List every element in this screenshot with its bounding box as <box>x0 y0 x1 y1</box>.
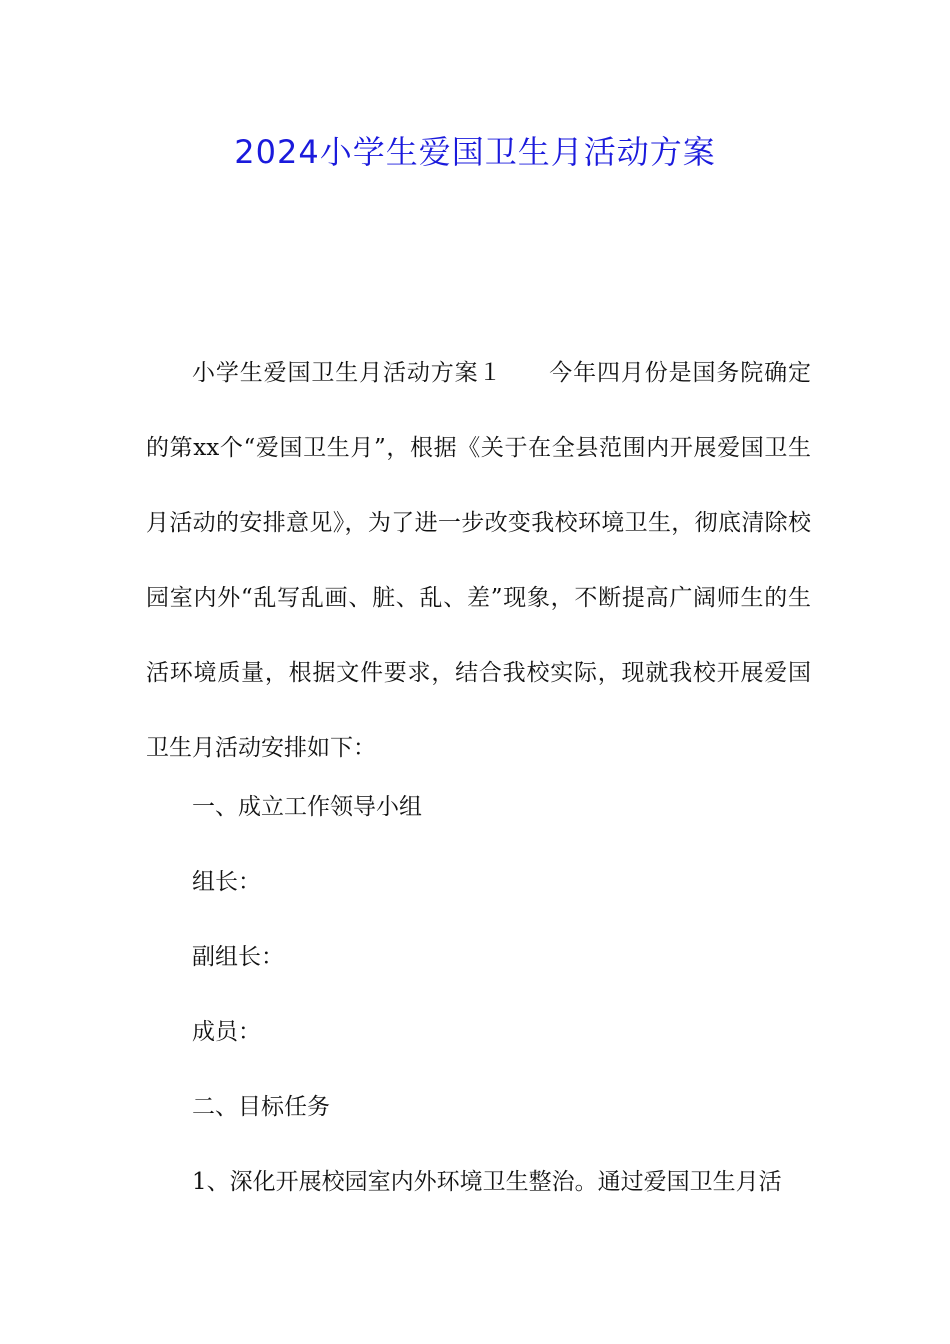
section-1-heading: 一、成立工作领导小组 <box>192 794 422 820</box>
intro-heading: 小学生爱国卫生月活动方案１ <box>192 360 503 386</box>
leader-label: 组长： <box>192 869 261 895</box>
deputy-leader-label: 副组长： <box>192 944 284 970</box>
section-2-heading: 二、目标任务 <box>192 1094 330 1120</box>
intro-paragraph <box>146 336 811 786</box>
intro-body: 今年四月份是国务院确定的第xx个“爱国卫生月”，根据《关于在全县范围内开展爱国卫生月活动的安排意见》，为了进一步改变我校环境卫生，彻底清除校园室内外“乱写乱画、脏、乱、差”现象，不断提高广阔师生的生活环境质量，根据文件要求，结合我校实际，现就我校开展爱国卫生月活动安排如下： <box>146 360 811 761</box>
task-item-1: 1、深化开展校园室内外环境卫生整治。通过爱国卫生月活 <box>192 1169 782 1195</box>
members-label: 成员： <box>192 1019 261 1045</box>
document-title: 2024小学生爱国卫生月活动方案 <box>234 133 716 171</box>
